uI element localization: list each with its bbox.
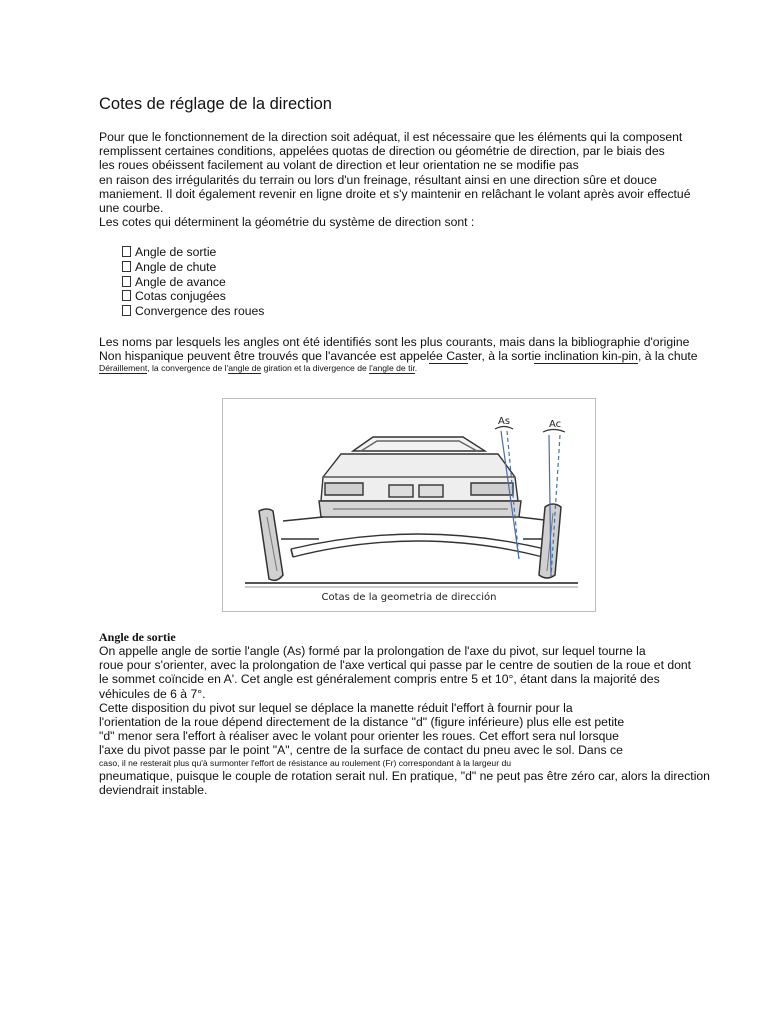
section-line: l'axe du pivot passe par le point "A", centre de la surface de contact du pneu avec le sol. Dans ce	[99, 743, 623, 758]
section-line: pneumatique, puisque le couple de rotation serait nul. En pratique, "d" ne peut pas être zéro car, alors la direction	[99, 768, 710, 783]
left-wheel	[259, 509, 283, 580]
section-paragraph	[99, 644, 719, 797]
list-item-label: Convergence des roues	[135, 304, 265, 319]
section-line: véhicules de 6 à 7°.	[99, 686, 206, 701]
text-run: .	[414, 363, 418, 374]
intro-line: Les cotes qui déterminent la géométrie du système de direction sont :	[99, 215, 475, 230]
text-run: giration et la divergence de	[261, 363, 370, 374]
section-line: "d" menor sera l'effort à réaliser avec le volant pour orienter les roues. Cet effort sera nul lorsque	[99, 729, 619, 744]
label-as: As	[498, 416, 511, 427]
checkbox-bullet-icon	[122, 305, 131, 316]
names-line-small	[99, 363, 719, 374]
underlined-run: angle de	[228, 363, 262, 374]
list-item-label: Angle de chute	[135, 259, 217, 274]
figure-caption: Cotas de la geometria de dirección	[321, 592, 497, 603]
ground-line	[245, 583, 578, 587]
steering-geometry-figure	[222, 398, 596, 612]
section-line: deviendrait instable.	[99, 782, 208, 797]
names-line: Les noms par lesquels les angles ont été identifiés sont les plus courants, mais dans la bibliographie d'origine	[99, 335, 690, 349]
checkbox-bullet-icon	[122, 261, 131, 272]
list-item-label: Angle de sortie	[135, 245, 217, 259]
intro-line: Pour que le fonctionnement de la direction soit adéquat, il est nécessaire que les éléments qui la composent	[99, 130, 683, 144]
steering-angles-list	[122, 245, 264, 319]
text-run: ter, à la sorti	[467, 349, 535, 364]
section-line: le sommet coïncide en A'. Cet angle est généralement compris entre 5 et 10°, étant dans la majorité des	[99, 672, 660, 687]
intro-paragraph	[99, 130, 719, 229]
text-run: Non hispanique peuvent être trouvés que l'avancée est appel	[99, 349, 430, 364]
checkbox-bullet-icon	[122, 246, 131, 257]
list-item	[122, 260, 264, 275]
section-line: l'orientation de la roue dépend directement de la distance "d" (figure inférieure) plus elle est petite	[99, 715, 625, 730]
text-run: , à la chute	[637, 349, 698, 364]
underlined-run: l'angle de tir	[369, 363, 415, 374]
underlined-run: e inclination kin-pin	[534, 349, 638, 364]
intro-line: remplissent certaines conditions, appelées quotas de direction ou géométrie de direction, par le biais des	[99, 144, 665, 159]
underlined-run: ée Cas	[429, 349, 468, 364]
checkbox-bullet-icon	[122, 290, 131, 301]
names-paragraph	[99, 335, 719, 374]
list-item	[122, 304, 264, 319]
section-line: On appelle angle de sortie l'angle (As) formé par la prolongation de l'axe du pivot, sur lequel tourne la	[99, 644, 646, 658]
list-item	[122, 275, 264, 290]
section-line: Cette disposition du pivot sur lequel se déplace la manette réduit l'effort à fournir pour la	[99, 700, 573, 715]
section-title: Angle de sortie	[99, 630, 176, 644]
intro-line: en raison des irrégularités du terrain ou lors d'un freinage, résultant ainsi en une direction sûre et douce	[99, 172, 657, 187]
checkbox-bullet-icon	[122, 276, 131, 287]
text-run: , la convergence de l'	[147, 363, 229, 374]
underlined-run: Déraillement	[99, 363, 148, 374]
label-ac: Ac	[549, 419, 562, 430]
list-item	[122, 289, 264, 304]
car-front-illustration	[223, 399, 595, 611]
list-item-label: Cotas conjugées	[135, 289, 226, 304]
intro-line: une courbe.	[99, 201, 164, 216]
intro-line: les roues obéissent facilement au volant de direction et leur orientation ne se modifie pas	[99, 158, 579, 173]
page-title: Cotes de réglage de la direction	[99, 95, 332, 113]
names-line	[99, 349, 719, 363]
section-line: roue pour s'orienter, avec la prolongation de l'axe vertical qui passe par le centre de soutien de la roue et dont	[99, 658, 692, 673]
intro-line: maniement. Il doit également revenir en ligne droite et s'y maintenir en relâchant le volant après avoir effectué	[99, 186, 691, 201]
list-item	[122, 245, 264, 260]
section-line-small: caso, il ne resterait plus qu'à surmonter l'effort de résistance au roulement (Fr) correspondant à la largeur du	[99, 757, 512, 768]
list-item-label: Angle de avance	[135, 274, 226, 289]
car-body	[319, 437, 521, 517]
